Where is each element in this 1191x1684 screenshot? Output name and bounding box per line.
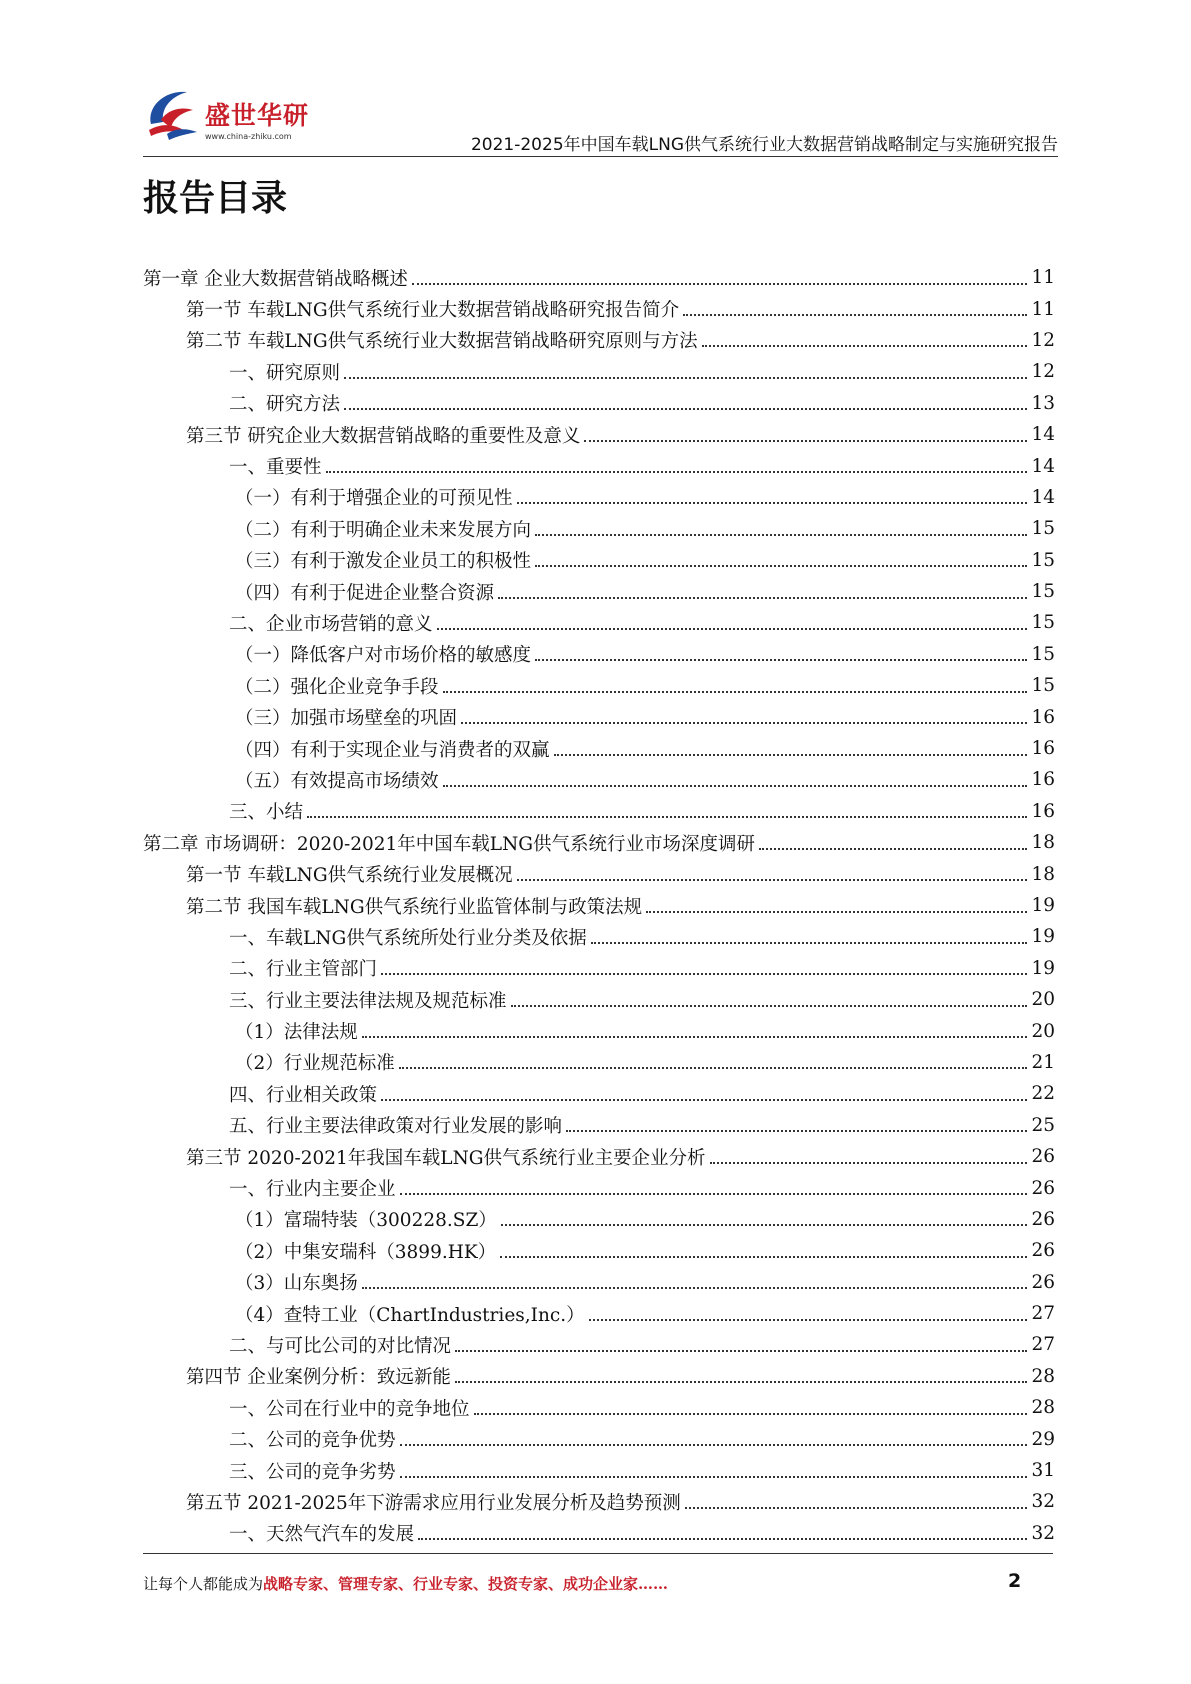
toc-dot-leader xyxy=(554,754,1028,756)
toc-entry-page: 31 xyxy=(1031,1460,1055,1482)
toc-entry[interactable] xyxy=(143,1267,1055,1298)
toc-entry[interactable] xyxy=(143,607,1055,638)
toc-entry-page: 26 xyxy=(1031,1146,1055,1168)
toc-entry[interactable] xyxy=(143,513,1055,544)
toc-entry-page: 15 xyxy=(1031,581,1055,603)
toc-dot-leader xyxy=(759,848,1027,850)
toc-entry[interactable] xyxy=(143,1329,1055,1360)
toc-entry-page: 26 xyxy=(1031,1208,1055,1230)
toc-dot-leader xyxy=(362,1036,1028,1038)
toc-dot-leader xyxy=(326,471,1028,473)
toc-entry[interactable] xyxy=(143,858,1055,889)
logo-name: 盛世华研 xyxy=(205,101,310,130)
toc-dot-leader xyxy=(517,879,1028,881)
toc-entry[interactable] xyxy=(143,890,1055,921)
toc-entry-title: （1）法律法规 xyxy=(235,1022,358,1044)
toc-dot-leader xyxy=(584,440,1027,442)
toc-dot-leader xyxy=(344,377,1027,379)
toc-entry-page: 19 xyxy=(1031,895,1055,916)
toc-entry[interactable] xyxy=(143,1392,1055,1423)
toc-entry-page: 15 xyxy=(1031,612,1055,634)
toc-entry-page: 26 xyxy=(1031,1271,1055,1293)
toc-dot-leader xyxy=(443,785,1028,787)
toc-entry-title: 一、重要性 xyxy=(229,457,322,479)
toc-entry-title: （一）降低客户对市场价格的敏感度 xyxy=(235,645,532,667)
toc-entry[interactable] xyxy=(143,1015,1055,1046)
toc-entry-title: 三、小结 xyxy=(229,802,304,824)
toc-entry-page: 29 xyxy=(1031,1428,1055,1450)
toc-entry[interactable] xyxy=(143,953,1055,984)
toc-entry[interactable] xyxy=(143,1047,1055,1078)
toc-entry-page: 14 xyxy=(1031,486,1055,508)
toc-entry-page: 14 xyxy=(1031,424,1055,446)
toc-entry-title: 第二章 市场调研：2020-2021年中国车载LNG供气系统行业市场深度调研 xyxy=(143,833,756,855)
toc-entry-page: 12 xyxy=(1031,329,1055,351)
toc-entry-title: 第二节 车载LNG供气系统行业大数据营销战略研究原则与方法 xyxy=(186,331,698,353)
toc-dot-leader xyxy=(500,1256,1027,1258)
toc-entry[interactable] xyxy=(143,293,1055,324)
toc-entry-title: 一、公司在行业中的竞争地位 xyxy=(229,1398,470,1420)
toc-dot-leader xyxy=(381,973,1027,975)
page-title: 报告目录 xyxy=(143,178,288,219)
toc-entry-page: 11 xyxy=(1031,267,1055,289)
toc-entry-page: 18 xyxy=(1031,832,1055,854)
toc-dot-leader xyxy=(455,1350,1027,1352)
toc-entry[interactable] xyxy=(143,1423,1055,1454)
toc-dot-leader xyxy=(501,1224,1028,1226)
logo-emblem-icon xyxy=(143,84,205,146)
toc-entry-title: （二）有利于明确企业未来发展方向 xyxy=(235,519,532,541)
toc-entry[interactable] xyxy=(143,262,1055,293)
toc-dot-leader xyxy=(535,565,1027,567)
toc-entry-page: 18 xyxy=(1031,863,1055,885)
toc-entry-title: 第三节 研究企业大数据营销战略的重要性及意义 xyxy=(186,425,581,447)
toc-dot-leader xyxy=(685,1507,1028,1509)
toc-entry-page: 27 xyxy=(1031,1334,1055,1356)
toc-dot-leader xyxy=(511,1005,1028,1007)
company-logo xyxy=(143,84,343,154)
toc-entry[interactable] xyxy=(143,827,1055,858)
toc-entry-title: 第四节 企业案例分析：致远新能 xyxy=(186,1367,451,1389)
toc-entry[interactable] xyxy=(143,545,1055,576)
footer-divider xyxy=(143,1553,1053,1554)
toc-entry-title: 第一节 车载LNG供气系统行业发展概况 xyxy=(186,865,513,887)
toc-entry-title: （三）有利于激发企业员工的积极性 xyxy=(235,551,532,573)
toc-entry-title: 第三节 2020-2021年我国车载LNG供气系统行业主要企业分析 xyxy=(186,1147,706,1169)
footer-slogan xyxy=(143,1573,668,1594)
toc-entry-page: 16 xyxy=(1031,706,1055,728)
toc-entry-title: （三）加强市场壁垒的巩固 xyxy=(235,708,458,730)
toc-entry-title: 四、行业相关政策 xyxy=(229,1084,378,1106)
toc-dot-leader xyxy=(517,502,1028,504)
toc-entry-page: 20 xyxy=(1031,1020,1055,1042)
toc-entry-page: 12 xyxy=(1031,361,1055,383)
toc-entry-title: 第五节 2021-2025年下游需求应用行业发展分析及趋势预测 xyxy=(186,1492,681,1514)
header-divider xyxy=(143,156,1058,157)
toc-entry-page: 28 xyxy=(1031,1365,1055,1387)
toc-entry-title: 二、公司的竞争优势 xyxy=(229,1430,396,1452)
toc-entry[interactable] xyxy=(143,356,1055,387)
toc-dot-leader xyxy=(535,534,1027,536)
toc-entry-title: 五、行业主要法律政策对行业发展的影响 xyxy=(229,1116,563,1138)
toc-entry-page: 16 xyxy=(1031,738,1055,760)
toc-entry-title: 三、行业主要法律法规及规范标准 xyxy=(229,990,507,1012)
toc-entry-title: 二、研究方法 xyxy=(229,394,341,416)
toc-dot-leader xyxy=(589,1319,1028,1321)
toc-entry[interactable] xyxy=(143,1172,1055,1203)
toc-entry-page: 21 xyxy=(1031,1051,1055,1073)
toc-entry-page: 14 xyxy=(1031,455,1055,477)
toc-entry-title: （四）有利于实现企业与消费者的双赢 xyxy=(235,739,550,761)
toc-entry-title: 一、行业内主要企业 xyxy=(229,1179,396,1201)
toc-dot-leader xyxy=(362,1287,1028,1289)
toc-dot-leader xyxy=(566,1130,1027,1132)
toc-entry-title: 三、公司的竞争劣势 xyxy=(229,1461,396,1483)
toc-entry-title: 二、行业主管部门 xyxy=(229,959,378,981)
toc-entry[interactable] xyxy=(143,419,1055,450)
toc-entry-title: 二、与可比公司的对比情况 xyxy=(229,1335,452,1357)
toc-entry-title: 二、企业市场营销的意义 xyxy=(229,613,433,635)
toc-entry[interactable] xyxy=(143,1078,1055,1109)
toc-entry[interactable] xyxy=(143,701,1055,732)
toc-dot-leader xyxy=(683,314,1027,316)
toc-entry[interactable] xyxy=(143,733,1055,764)
toc-entry-title: 第一节 车载LNG供气系统行业大数据营销战略研究报告简介 xyxy=(186,300,680,322)
toc-entry-page: 28 xyxy=(1031,1397,1055,1419)
report-title: 2021-2025年中国车载LNG供气系统行业大数据营销战略制定与实施研究报告 xyxy=(470,135,1058,155)
toc-dot-leader xyxy=(474,1413,1028,1415)
toc-entry-page: 16 xyxy=(1031,800,1055,822)
toc-entry-title: 一、研究原则 xyxy=(229,362,341,384)
toc-entry-title: （二）强化企业竞争手段 xyxy=(235,676,439,698)
toc-entry-page: 27 xyxy=(1031,1303,1055,1325)
toc-entry-title: （2）中集安瑞科（3899.HK） xyxy=(235,1241,497,1263)
toc-entry-title: （3）山东奥扬 xyxy=(235,1273,358,1295)
toc-entry[interactable] xyxy=(143,1455,1055,1486)
toc-entry-title: （2）行业规范标准 xyxy=(235,1053,395,1075)
toc-dot-leader xyxy=(344,408,1027,410)
toc-entry-title: 第一章 企业大数据营销战略概述 xyxy=(143,268,408,290)
toc-dot-leader xyxy=(437,628,1028,630)
toc-entry[interactable] xyxy=(143,639,1055,670)
toc-entry[interactable] xyxy=(143,325,1055,356)
toc-dot-leader xyxy=(710,1162,1028,1164)
toc-entry-title: （1）富瑞特装（300228.SZ） xyxy=(235,1210,497,1232)
toc-entry[interactable] xyxy=(143,1298,1055,1329)
toc-dot-leader xyxy=(399,1067,1028,1069)
toc-entry-page: 20 xyxy=(1031,989,1055,1011)
toc-entry[interactable] xyxy=(143,921,1055,952)
toc-dot-leader xyxy=(400,1193,1028,1195)
table-of-contents xyxy=(143,262,1055,1549)
toc-entry[interactable] xyxy=(143,450,1055,481)
toc-dot-leader xyxy=(498,597,1027,599)
toc-entry-page: 15 xyxy=(1031,518,1055,540)
toc-entry[interactable] xyxy=(143,1518,1055,1549)
toc-entry[interactable] xyxy=(143,1235,1055,1266)
toc-entry-title: （四）有利于促进企业整合资源 xyxy=(235,582,495,604)
toc-entry-page: 19 xyxy=(1031,926,1055,948)
toc-entry-page: 26 xyxy=(1031,1240,1055,1262)
page-header xyxy=(143,78,1058,158)
toc-dot-leader xyxy=(443,691,1028,693)
toc-entry-page: 26 xyxy=(1031,1177,1055,1199)
toc-entry[interactable] xyxy=(143,1204,1055,1235)
toc-entry-title: 一、天然气汽车的发展 xyxy=(229,1524,415,1546)
toc-dot-leader xyxy=(418,1538,1027,1540)
toc-entry-title: 一、车载LNG供气系统所处行业分类及依据 xyxy=(229,927,587,949)
toc-dot-leader xyxy=(535,659,1027,661)
toc-entry-title: 第二节 我国车载LNG供气系统行业监管体制与政策法规 xyxy=(186,896,643,918)
toc-entry[interactable] xyxy=(143,482,1055,513)
toc-dot-leader xyxy=(702,345,1028,347)
toc-entry-page: 15 xyxy=(1031,675,1055,697)
toc-entry-page: 16 xyxy=(1031,769,1055,791)
toc-entry[interactable] xyxy=(143,1110,1055,1141)
toc-dot-leader xyxy=(381,1099,1027,1101)
toc-entry-page: 11 xyxy=(1031,298,1055,320)
toc-entry-page: 32 xyxy=(1031,1491,1055,1513)
toc-entry[interactable] xyxy=(143,1486,1055,1517)
toc-entry[interactable] xyxy=(143,796,1055,827)
toc-dot-leader xyxy=(646,911,1027,913)
toc-entry-title: （一）有利于增强企业的可预见性 xyxy=(235,488,513,510)
toc-entry[interactable] xyxy=(143,1141,1055,1172)
toc-entry[interactable] xyxy=(143,1361,1055,1392)
toc-dot-leader xyxy=(307,816,1027,818)
toc-entry-page: 15 xyxy=(1031,549,1055,571)
slogan-emphasis: 战略专家、管理专家、行业专家、投资专家、成功企业家…… xyxy=(263,1575,669,1593)
toc-entry-page: 15 xyxy=(1031,643,1055,665)
toc-entry-page: 22 xyxy=(1031,1083,1055,1105)
toc-entry[interactable] xyxy=(143,984,1055,1015)
toc-entry[interactable] xyxy=(143,388,1055,419)
toc-dot-leader xyxy=(412,283,1028,285)
toc-dot-leader xyxy=(400,1476,1028,1478)
toc-entry-page: 25 xyxy=(1031,1114,1055,1136)
toc-entry[interactable] xyxy=(143,576,1055,607)
toc-entry-title: （五）有效提高市场绩效 xyxy=(235,770,439,792)
toc-entry[interactable] xyxy=(143,670,1055,701)
toc-dot-leader xyxy=(400,1444,1028,1446)
toc-entry-page: 13 xyxy=(1031,392,1055,414)
toc-dot-leader xyxy=(455,1381,1028,1383)
toc-entry-page: 19 xyxy=(1031,957,1055,979)
toc-entry[interactable] xyxy=(143,764,1055,795)
toc-dot-leader xyxy=(591,942,1028,944)
slogan-prefix: 让每个人都能成为 xyxy=(143,1575,264,1593)
toc-dot-leader xyxy=(461,722,1027,724)
page-number: 2 xyxy=(1008,1570,1022,1592)
logo-url: www.china-zhiku.com xyxy=(205,132,292,141)
toc-entry-page: 32 xyxy=(1031,1522,1055,1544)
toc-entry-title: （4）查特工业（ChartIndustries,Inc.） xyxy=(235,1304,585,1326)
